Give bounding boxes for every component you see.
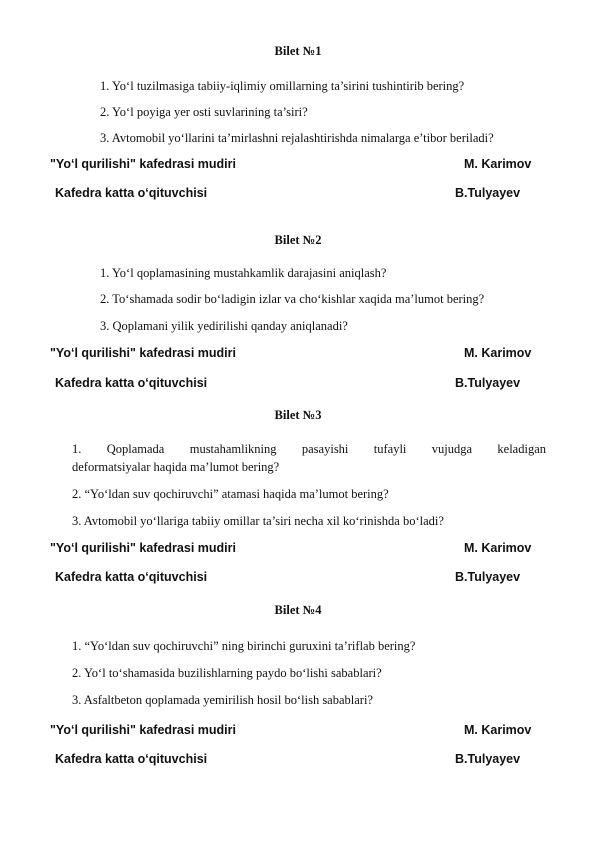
teacher-role: Kafedra katta o‘qituvchisi: [55, 186, 208, 200]
question-item-continuation: deformatsiyalar haqida ma’lumot bering?: [72, 460, 280, 474]
head-role: "Yo‘l qurilishi" kafedrasi mudiri: [50, 157, 236, 171]
ticket-title: Bilet №4: [274, 603, 322, 617]
head-name: M. Karimov: [464, 157, 532, 171]
teacher-name: B.Tulyayev: [455, 752, 521, 766]
question-item: 2. Yo‘l poyiga yer osti suvlarining ta’siri?: [100, 105, 308, 119]
head-name: M. Karimov: [464, 723, 532, 737]
question-item: 2. “Yo‘ldan suv qochiruvchi” atamasi haqida ma’lumot bering?: [72, 487, 389, 501]
question-item: 3. Qoplamani yilik yedirilishi qanday aniqlanadi?: [100, 319, 348, 333]
question-item: 2. To‘shamada sodir bo‘ladigin izlar va cho‘kishlar xaqida ma’lumot bering?: [100, 292, 485, 306]
question-item: 1. Yo‘l tuzilmasiga tabiiy-iqlimiy omillarning ta’sirini tushintirib bering?: [100, 79, 465, 93]
question-item: 3. Avtomobil yo‘llarini ta’mirlashni rejalashtirishda nimalarga e’tibor beriladi?: [100, 131, 494, 145]
ticket-title: Bilet №1: [274, 44, 322, 58]
head-name: M. Karimov: [464, 541, 532, 555]
head-role: "Yo‘l qurilishi" kafedrasi mudiri: [50, 541, 236, 555]
ticket-title: Bilet №3: [274, 408, 322, 422]
question-item: 3. Asfaltbeton qoplamada yemirilish hosil bo‘lish sabablari?: [72, 693, 373, 707]
head-role: "Yo‘l qurilishi" kafedrasi mudiri: [50, 723, 236, 737]
teacher-role: Kafedra katta o‘qituvchisi: [55, 570, 208, 584]
teacher-name: B.Tulyayev: [455, 570, 521, 584]
ticket-title: Bilet №2: [274, 233, 322, 247]
question-item: 2. Yo‘l to‘shamasida buzilishlarning paydo bo‘lishi sabablari?: [72, 666, 382, 680]
teacher-role: Kafedra katta o‘qituvchisi: [55, 752, 208, 766]
question-item: 3. Avtomobil yo‘llariga tabiiy omillar ta’siri necha xil ko‘rinishda bo‘ladi?: [72, 514, 444, 528]
teacher-role: Kafedra katta o‘qituvchisi: [55, 376, 208, 390]
head-role: "Yo‘l qurilishi" kafedrasi mudiri: [50, 346, 236, 360]
teacher-name: B.Tulyayev: [455, 376, 521, 390]
question-item: 1. Qoplamada mustahamlikning pasayishi tufayli vujudga keladigan: [72, 442, 546, 456]
question-item: 1. Yo‘l qoplamasining mustahkamlik darajasini aniqlash?: [100, 266, 387, 280]
teacher-name: B.Tulyayev: [455, 186, 521, 200]
head-name: M. Karimov: [464, 346, 532, 360]
question-item: 1. “Yo‘ldan suv qochiruvchi” ning birinchi guruxini ta’riflab bering?: [72, 639, 416, 653]
